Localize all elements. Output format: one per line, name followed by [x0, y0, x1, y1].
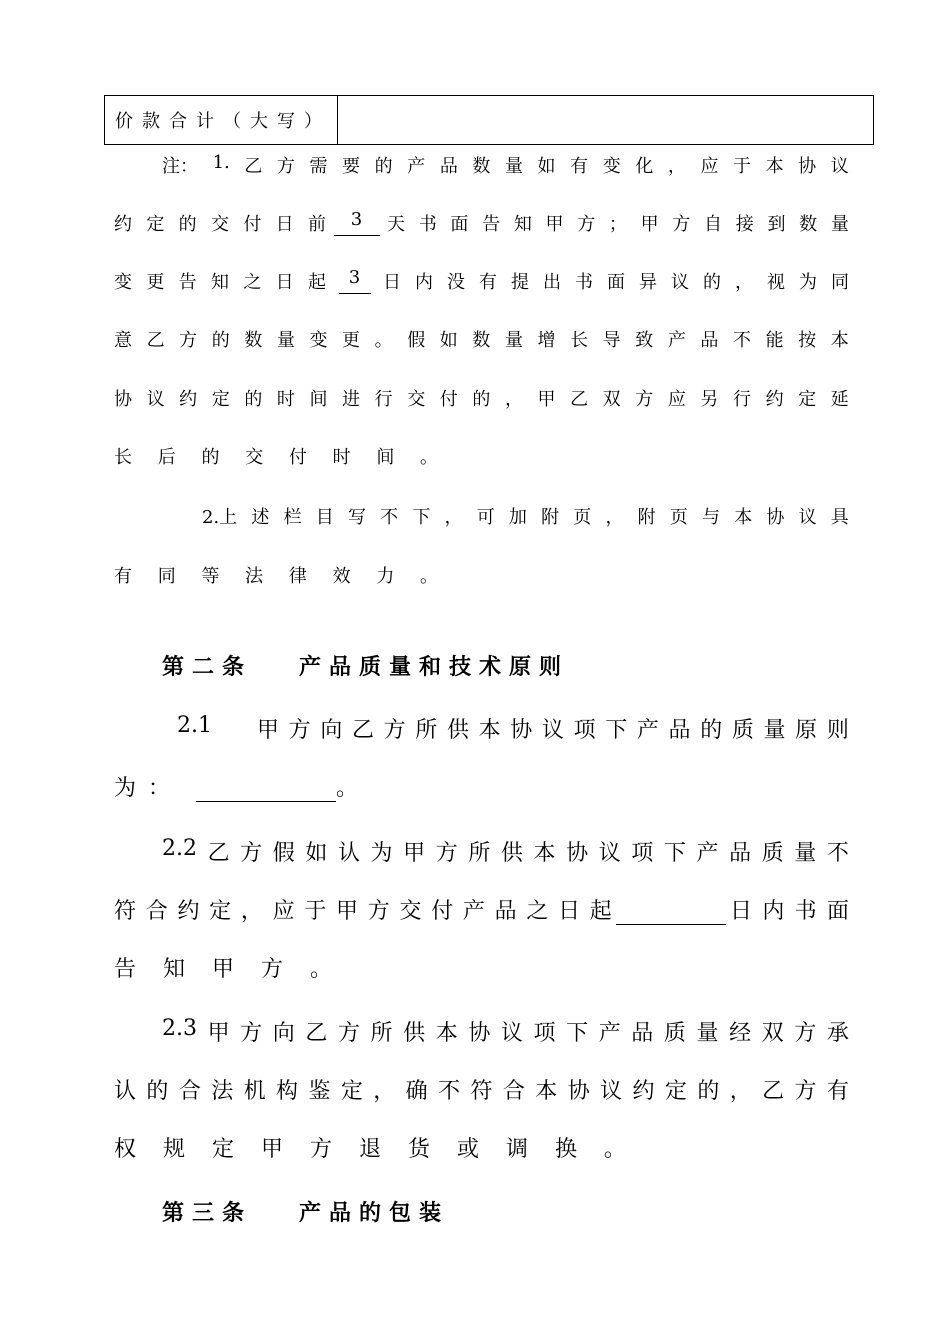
text-char: 定 — [209, 899, 232, 924]
text-char: 内 — [762, 899, 785, 924]
text-char: 协 — [798, 156, 817, 177]
text-char: 议 — [600, 1079, 623, 1104]
text-char: 述 — [251, 507, 270, 528]
text-char: 约 — [179, 389, 198, 410]
text-char: 的 — [472, 389, 491, 410]
text-char: 项 — [631, 841, 654, 866]
text-char: 到 — [767, 214, 786, 235]
text-char: 鉴 — [308, 1079, 331, 1104]
text-char: 确 — [405, 1079, 428, 1104]
text-char: 质 — [761, 841, 784, 866]
text-char: 方 — [179, 330, 198, 351]
text-char: 下 — [605, 718, 628, 743]
text-char: 为 — [799, 272, 817, 293]
text-char: 的 — [146, 1079, 169, 1104]
text-char: 定 — [146, 214, 165, 235]
text-char: 本 — [830, 330, 849, 351]
text-char: 方 — [672, 214, 691, 235]
text-char: 接 — [735, 214, 754, 235]
text-char: 2.上 — [202, 507, 238, 528]
text-char: 假 — [272, 841, 295, 866]
text-char: ， — [729, 1079, 752, 1104]
text-char: 乙 — [207, 841, 230, 866]
note-line-7 — [202, 503, 849, 529]
text-char: 的 — [178, 214, 197, 235]
text-char: 具 — [830, 507, 849, 528]
text-char: 延 — [830, 389, 849, 410]
text-char: 议 — [500, 1021, 523, 1046]
note-line-3-post — [383, 268, 849, 294]
clause-2-1-text — [257, 713, 849, 744]
clause-2-2-post — [730, 894, 849, 925]
clause-2-3-line-2 — [114, 1074, 849, 1105]
text-char: 产 — [407, 156, 426, 177]
text-char: 化 — [635, 156, 654, 177]
text-char: ， — [735, 272, 753, 293]
text-char: 符 — [470, 1079, 493, 1104]
text-char: 的 — [703, 272, 721, 293]
text-char: 付 — [439, 389, 458, 410]
text-char: ， — [444, 507, 463, 528]
text-char: 质 — [663, 1021, 686, 1046]
objection-days: 3 — [339, 268, 371, 294]
text-char: 变 — [602, 156, 621, 177]
text-char: 产 — [462, 899, 485, 924]
text-char: 于 — [733, 156, 752, 177]
text-char: 乙 — [146, 330, 165, 351]
text-char: 量 — [504, 156, 523, 177]
text-char: ， — [504, 389, 523, 410]
text-char: 承 — [826, 1021, 849, 1046]
text-char: 交 — [210, 214, 229, 235]
text-char: 议 — [541, 718, 564, 743]
text-char: 议 — [671, 272, 689, 293]
text-char: 日 — [275, 214, 294, 235]
text-char: 变 — [309, 330, 328, 351]
text-char: 不 — [380, 507, 399, 528]
text-char: 数 — [472, 156, 491, 177]
text-char: 的 — [700, 718, 723, 743]
note-line-1 — [162, 152, 849, 178]
text-char: 项 — [533, 1021, 556, 1046]
text-char: 品 — [668, 718, 691, 743]
text-char: 议 — [146, 389, 165, 410]
text-char: 量 — [763, 718, 786, 743]
text-char: 方 — [635, 389, 654, 410]
text-char: 视 — [767, 272, 785, 293]
text-char: 加 — [508, 507, 527, 528]
text-char: 合 — [178, 1079, 201, 1104]
text-char: 定 — [211, 389, 230, 410]
text-char: ， — [667, 156, 686, 177]
text-char: 下 — [663, 841, 686, 866]
text-char: 下 — [412, 507, 431, 528]
text-char: 数 — [472, 330, 491, 351]
text-char: 协 — [114, 389, 132, 410]
text-char: 合 — [145, 899, 168, 924]
text-char: 内 — [415, 272, 433, 293]
text-char: 变 — [114, 272, 132, 293]
text-char: 方 — [240, 1021, 263, 1046]
text-char: 导 — [602, 330, 621, 351]
price-total-label: 价款合计（大写） — [105, 96, 338, 144]
text-char: 天 — [387, 214, 405, 235]
text-char: 自 — [704, 214, 723, 235]
text-char: 目 — [315, 507, 334, 528]
text-char: 告 — [482, 214, 501, 235]
text-char: 法 — [211, 1079, 234, 1104]
text-char: 乙 — [244, 156, 263, 177]
price-total-value — [338, 96, 873, 144]
text-char: 数 — [799, 214, 818, 235]
text-char: 可 — [476, 507, 495, 528]
text-char: 假 — [407, 330, 426, 351]
text-char: 为 — [370, 841, 393, 866]
clause-2-1-line-1 — [177, 713, 849, 744]
text-char: 产 — [667, 330, 686, 351]
note-line-3-pre — [114, 268, 326, 294]
text-char: 协 — [468, 1021, 491, 1046]
article-3-heading: 第三条 产品的包装 — [162, 1201, 449, 1226]
text-char: 符 — [114, 899, 137, 924]
text-char: 甲 — [207, 1021, 230, 1046]
text-char: 日 — [730, 899, 753, 924]
text-char: 方 — [276, 156, 295, 177]
note-line-2 — [114, 210, 849, 236]
text-char: 方 — [794, 1079, 817, 1104]
text-char: 2.3 — [162, 1016, 197, 1041]
text-char: ， — [240, 899, 263, 924]
text-char: 量 — [276, 330, 295, 351]
clause-2-1-number: 2.1 — [177, 713, 212, 738]
text-char: 产 — [598, 1021, 621, 1046]
text-char: 向 — [272, 1021, 295, 1046]
text-char: 约 — [632, 1079, 655, 1104]
text-char: 出 — [543, 272, 561, 293]
quality-objection-days-blank — [616, 894, 726, 925]
text-char: 同 — [831, 272, 849, 293]
text-char: 方 — [577, 214, 596, 235]
text-char: 甲 — [403, 841, 426, 866]
text-char: 所 — [370, 1021, 393, 1046]
text-char: 书 — [794, 899, 817, 924]
text-char: 品 — [439, 156, 458, 177]
text-char: 本 — [533, 841, 556, 866]
text-char: 供 — [446, 718, 469, 743]
text-char: 约 — [114, 214, 132, 235]
text-char: 更 — [146, 272, 165, 293]
text-char: 甲 — [545, 214, 564, 235]
text-char: 双 — [602, 389, 621, 410]
text-char: ， — [605, 507, 624, 528]
text-char: 的 — [244, 389, 263, 410]
text-char: 不 — [732, 330, 751, 351]
text-char: 品 — [700, 330, 719, 351]
text-char: 下 — [566, 1021, 589, 1046]
text-char: 方 — [435, 841, 458, 866]
text-char: 2.2 — [162, 836, 197, 861]
text-char: 定 — [340, 1079, 363, 1104]
text-char: 所 — [468, 841, 491, 866]
text-char: 议 — [598, 841, 621, 866]
text-char: 页 — [669, 507, 688, 528]
text-char: 应 — [667, 389, 686, 410]
note-line-4 — [114, 326, 849, 352]
text-char: 供 — [403, 1021, 426, 1046]
text-char: 乙 — [570, 389, 589, 410]
note-line-8: 有 同 等 法 律 效 力 。 — [114, 566, 449, 587]
text-char: 方 — [240, 841, 263, 866]
text-char: 协 — [566, 841, 589, 866]
text-char: 付 — [243, 214, 262, 235]
clause-2-1-suffix: 。 — [336, 776, 359, 801]
text-char: 的 — [374, 156, 393, 177]
note-line-2-pre — [114, 210, 326, 236]
text-char: 方 — [383, 718, 406, 743]
text-char: 议 — [798, 507, 817, 528]
text-char: 约 — [177, 899, 200, 924]
quality-standard-blank — [196, 777, 336, 802]
note-line-2-post — [387, 210, 849, 236]
text-char: 日 — [383, 272, 401, 293]
text-char: 本 — [765, 156, 784, 177]
text-char: 付 — [431, 899, 454, 924]
text-char: 原 — [795, 718, 818, 743]
text-char: 写 — [347, 507, 366, 528]
text-char: 本 — [734, 507, 753, 528]
text-char: 附 — [541, 507, 560, 528]
text-char: 栏 — [283, 507, 302, 528]
text-char: 本 — [478, 718, 501, 743]
text-char: 如 — [439, 330, 458, 351]
clause-2-1-prefix: 为： — [114, 776, 183, 801]
text-char: 知 — [210, 272, 229, 293]
text-char: 供 — [500, 841, 523, 866]
text-char: 起 — [589, 899, 612, 924]
text-char: 本 — [535, 1079, 558, 1104]
text-char: 异 — [639, 272, 657, 293]
text-char: 认 — [114, 1079, 137, 1104]
text-char: 产 — [636, 718, 659, 743]
text-char: 乙 — [351, 718, 374, 743]
text-char: 告 — [178, 272, 197, 293]
text-char: 时 — [276, 389, 295, 410]
text-char: 甲 — [336, 899, 359, 924]
text-char: 合 — [502, 1079, 525, 1104]
text-char: 意 — [114, 330, 132, 351]
text-char: 则 — [826, 718, 849, 743]
text-char: 面 — [826, 899, 849, 924]
text-char: 构 — [276, 1079, 299, 1104]
text-char: 定 — [798, 389, 817, 410]
text-char: 另 — [700, 389, 719, 410]
text-char: 量 — [794, 841, 817, 866]
text-char: 定 — [664, 1079, 687, 1104]
text-char: 按 — [798, 330, 817, 351]
text-char: 书 — [575, 272, 593, 293]
text-char: 间 — [309, 389, 328, 410]
text-char: 甲 — [537, 389, 556, 410]
text-char: 之 — [243, 272, 262, 293]
text-char: 不 — [826, 841, 849, 866]
text-char: 量 — [830, 214, 849, 235]
text-char: 交 — [399, 899, 422, 924]
text-char: 行 — [732, 389, 751, 410]
text-char: 附 — [637, 507, 656, 528]
text-char: 与 — [702, 507, 720, 528]
text-char: 页 — [573, 507, 592, 528]
text-char: 认 — [337, 841, 360, 866]
text-char: 方 — [337, 1021, 360, 1046]
text-char: 1. — [212, 152, 230, 173]
price-total-table — [104, 95, 874, 145]
clause-2-2-line-2 — [114, 894, 849, 925]
text-char: 乙 — [762, 1079, 785, 1104]
text-char: 进 — [342, 389, 361, 410]
text-char: 议 — [830, 156, 849, 177]
text-char: 起 — [307, 272, 326, 293]
text-char: 乙 — [305, 1021, 328, 1046]
text-char: 更 — [342, 330, 361, 351]
note-line-3 — [114, 268, 849, 294]
text-char: 应 — [272, 899, 295, 924]
text-char: 品 — [494, 899, 517, 924]
text-char: 量 — [504, 330, 523, 351]
text-char: 面 — [450, 214, 469, 235]
clause-2-2-pre — [114, 894, 612, 925]
text-char: 增 — [537, 330, 556, 351]
text-char: 的 — [697, 1079, 720, 1104]
text-char: 甲 — [640, 214, 659, 235]
text-char: 之 — [526, 899, 549, 924]
text-char: 向 — [320, 718, 343, 743]
text-char: 有 — [826, 1079, 849, 1104]
text-char: 质 — [731, 718, 754, 743]
text-char: 量 — [696, 1021, 719, 1046]
clause-2-2-line-3: 告 知 甲 方 。 — [114, 957, 342, 982]
clause-2-2-line-1 — [162, 836, 849, 867]
note-line-6: 长 后 的 交 付 时 间 。 — [114, 447, 449, 468]
text-char: 需 — [309, 156, 328, 177]
text-char: 如 — [305, 841, 328, 866]
text-char: 方 — [367, 899, 390, 924]
text-char: 协 — [567, 1079, 590, 1104]
text-char: ； — [608, 214, 627, 235]
text-char: 数 — [244, 330, 263, 351]
delivery-notice-days: 3 — [334, 210, 380, 236]
text-char: 前 — [307, 214, 326, 235]
text-char: 约 — [765, 389, 784, 410]
text-char: 面 — [607, 272, 625, 293]
text-char: 知 — [513, 214, 532, 235]
text-char: 甲 — [257, 718, 280, 743]
text-char: 书 — [418, 214, 437, 235]
text-char: 品 — [729, 841, 752, 866]
clause-2-3-line-1 — [162, 1016, 849, 1047]
text-char: 双 — [761, 1021, 784, 1046]
text-char: 协 — [510, 718, 533, 743]
text-char: 没 — [447, 272, 465, 293]
text-char: 能 — [765, 330, 784, 351]
text-char: 行 — [374, 389, 393, 410]
text-char: 于 — [304, 899, 327, 924]
text-char: 注： — [162, 156, 198, 177]
text-char: 有 — [479, 272, 497, 293]
text-char: 有 — [570, 156, 589, 177]
text-char: 方 — [794, 1021, 817, 1046]
text-char: 。 — [374, 330, 393, 351]
text-char: 品 — [631, 1021, 654, 1046]
clause-2-1-line-2 — [114, 771, 849, 802]
text-char: 机 — [243, 1079, 266, 1104]
text-char: 如 — [537, 156, 556, 177]
text-char: 日 — [275, 272, 294, 293]
text-char: 本 — [435, 1021, 458, 1046]
clause-2-3-line-3: 权 规 定 甲 方 退 货 或 调 换 。 — [114, 1137, 636, 1162]
text-char: 长 — [570, 330, 589, 351]
text-char: 经 — [729, 1021, 752, 1046]
text-char: 项 — [573, 718, 596, 743]
text-char: 交 — [407, 389, 426, 410]
text-char: 要 — [342, 156, 361, 177]
text-char: 致 — [635, 330, 654, 351]
text-char: 产 — [696, 841, 719, 866]
note-line-5 — [114, 385, 849, 411]
article-2-heading: 第二条 产品质量和技术原则 — [162, 655, 569, 680]
text-char: 日 — [558, 899, 581, 924]
text-char: ， — [373, 1079, 396, 1104]
text-char: 的 — [211, 330, 230, 351]
text-char: 协 — [766, 507, 785, 528]
text-char: 提 — [511, 272, 529, 293]
text-char: 所 — [415, 718, 438, 743]
text-char: 方 — [288, 718, 311, 743]
text-char: 应 — [700, 156, 719, 177]
text-char: 不 — [438, 1079, 461, 1104]
